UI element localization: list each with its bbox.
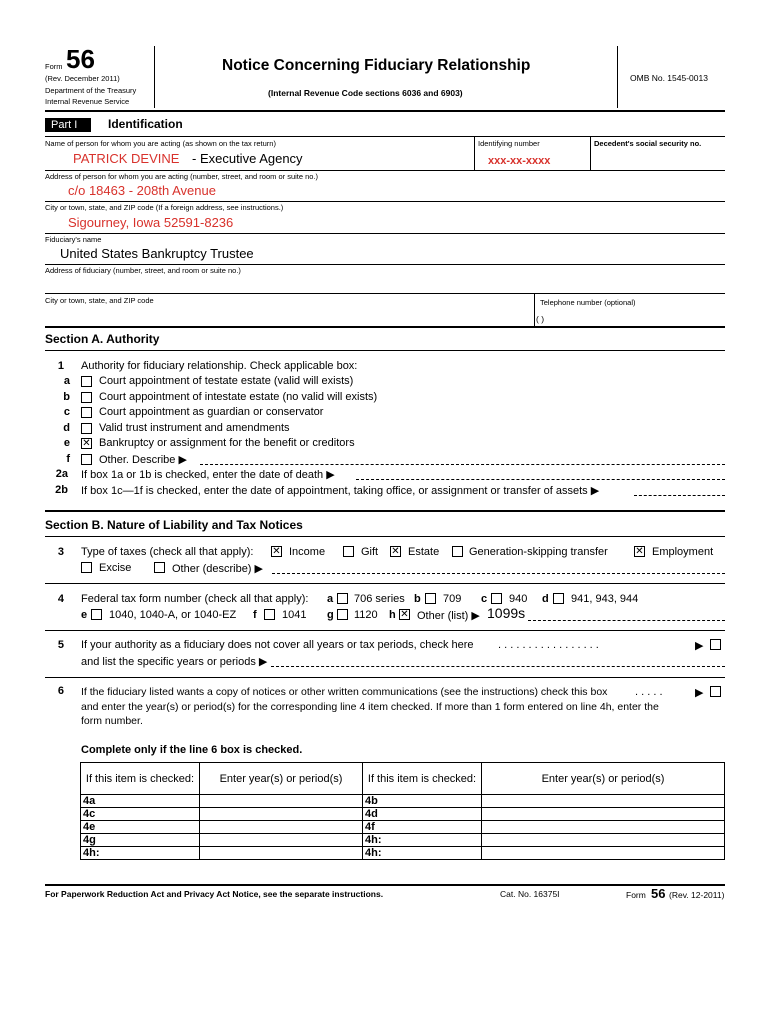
line-2a-number: 2a (55, 468, 68, 480)
table-item-code: 4a (81, 795, 200, 808)
gst-label: Generation-skipping transfer (469, 546, 608, 558)
form-g-letter: g (327, 609, 334, 621)
form-f-letter: f (253, 609, 257, 621)
footer-revision: (Rev. 12-2011) (669, 890, 725, 900)
line-2a-text: If box 1a or 1b is checked, enter the date of death ▶ (81, 469, 335, 481)
table-item-code: 4d (363, 808, 482, 821)
form-1120-label: 1120 (354, 609, 378, 621)
form-941-checkbox[interactable] (553, 593, 564, 604)
form-1041-checkbox[interactable] (264, 609, 275, 620)
form-940-label: 940 (509, 593, 528, 605)
table-header-period-2: Enter year(s) or period(s) (482, 763, 725, 795)
table-row (81, 808, 725, 821)
table-header-item-2: If this item is checked: (363, 763, 482, 795)
footer-cat-number: Cat. No. 16375I (500, 889, 560, 899)
table-item-code: 4e (81, 821, 200, 834)
line-3-text: Type of taxes (check all that apply): (81, 546, 254, 558)
form-706-checkbox[interactable] (337, 593, 348, 604)
gst-checkbox[interactable] (452, 546, 463, 557)
line-6-text-2: and enter the year(s) or period(s) for the corresponding line 4 item checked. If more than 1 form entered on line 4h, enter the (81, 701, 659, 713)
city-label: City or town, state, and ZIP code (If a foreign address, see instructions.) (45, 203, 284, 212)
line-5-checkbox[interactable] (710, 639, 721, 650)
table-item-code: 4g (81, 834, 200, 847)
income-checkbox[interactable] (271, 546, 282, 557)
line-1-text: Authority for fiduciary relationship. Check applicable box: (81, 360, 358, 372)
table-header-item: If this item is checked: (81, 763, 200, 795)
footer-notice: For Paperwork Reduction Act and Privacy Act Notice, see the separate instructions. (45, 889, 384, 899)
revision-date: (Rev. December 2011) (45, 74, 120, 83)
form-940-checkbox[interactable] (491, 593, 502, 604)
estate-checkbox[interactable] (390, 546, 401, 557)
table-header-period: Enter year(s) or period(s) (200, 763, 363, 795)
form-d-letter: d (542, 593, 549, 605)
address-label: Address of person for whom you are acting (number, street, and room or suite no.) (45, 172, 319, 181)
name-label: Name of person for whom you are acting (as shown on the tax return) (45, 139, 276, 148)
line-6-table (80, 762, 725, 860)
form-1041-label: 1041 (282, 609, 307, 621)
authority-option-e-label: Bankruptcy or assignment for the benefit or creditors (99, 437, 355, 449)
line-6-leader-dots: . . . . . (635, 686, 663, 698)
agency: Internal Revenue Service (45, 97, 130, 106)
table-period-cell[interactable] (200, 808, 363, 821)
line-6-number: 6 (57, 685, 64, 697)
table-row (81, 821, 725, 834)
form-706-label: 706 series (354, 593, 405, 605)
authority-option-letter: f (66, 453, 70, 465)
estate-label: Estate (408, 546, 440, 558)
form-c-letter: c (481, 593, 488, 605)
table-period-cell[interactable] (482, 847, 725, 860)
authority-option-f-checkbox[interactable] (81, 454, 92, 465)
phone-label: Telephone number (optional) (540, 298, 636, 307)
line-6-checkbox[interactable] (710, 686, 721, 697)
city-value[interactable]: Sigourney, Iowa 52591-8236 (68, 215, 234, 230)
line-5-leader-dots: . . . . . . . . . . . . . . . . . (498, 639, 599, 651)
table-row (81, 795, 725, 808)
line-5-text: If your authority as a fiduciary does not cover all years or tax periods, check here (81, 639, 474, 651)
authority-option-f-label: Other. Describe ▶ (99, 454, 187, 466)
table-item-code: 4h: (81, 847, 200, 860)
line-6-text-3: form number. (81, 715, 143, 727)
section-a-title: Section A. Authority (45, 332, 160, 346)
form-941-label: 941, 943, 944 (571, 593, 639, 605)
authority-option-c-checkbox[interactable] (81, 407, 92, 418)
table-period-cell[interactable] (200, 847, 363, 860)
form-subtitle: (Internal Revenue Code sections 6036 and 6903) (268, 88, 463, 98)
form-e-letter: e (81, 609, 88, 621)
table-item-code: 4b (363, 795, 482, 808)
authority-option-b-label: Court appointment of intestate estate (no valid will exists) (99, 391, 378, 403)
form-other-checkbox[interactable] (399, 609, 410, 620)
line-3-number: 3 (57, 546, 64, 558)
form-709-label: 709 (443, 593, 462, 605)
form-709-checkbox[interactable] (425, 593, 436, 604)
line-6-text: If the fiduciary listed wants a copy of notices or other written communications (see the instructions) check this box (81, 686, 608, 698)
footer-form-number: 56 (651, 886, 666, 901)
line-5-arrow: ▶ (695, 640, 704, 652)
authority-option-letter: b (63, 391, 70, 403)
authority-option-letter: a (63, 375, 70, 387)
table-period-cell[interactable] (482, 808, 725, 821)
authority-option-d-checkbox[interactable] (81, 423, 92, 434)
part-label: Part I (45, 118, 91, 132)
employment-checkbox[interactable] (634, 546, 645, 557)
other-tax-label: Other (describe) ▶ (172, 563, 263, 575)
fiduciary-name-label: Fiduciary's name (45, 235, 102, 244)
excise-checkbox[interactable] (81, 562, 92, 573)
fiduciary-name-value[interactable]: United States Bankruptcy Trustee (60, 246, 254, 261)
fiduciary-address-label: Address of fiduciary (number, street, and room or suite no.) (45, 266, 241, 275)
authority-option-a-label: Court appointment of testate estate (valid will exists) (99, 375, 354, 387)
form-h-letter: h (389, 609, 396, 621)
omb-number: OMB No. 1545-0013 (630, 73, 708, 83)
form-other-value[interactable]: 1099s (487, 605, 526, 621)
authority-option-a-checkbox[interactable] (81, 376, 92, 387)
form-title: Notice Concerning Fiduciary Relationship (222, 57, 531, 74)
line-6-arrow: ▶ (695, 687, 704, 699)
form-word: Form (45, 62, 63, 71)
gift-checkbox[interactable] (343, 546, 354, 557)
table-period-cell[interactable] (482, 821, 725, 834)
footer-form-word: Form (626, 890, 646, 900)
form-1040-label: 1040, 1040-A, or 1040-EZ (109, 609, 237, 621)
income-label: Income (289, 546, 326, 558)
authority-option-d-label: Valid trust instrument and amendments (99, 422, 290, 434)
name-value: PATRICK DEVINE (73, 151, 180, 166)
part-title: Identification (108, 117, 183, 131)
other-tax-checkbox[interactable] (154, 562, 165, 573)
authority-option-b-checkbox[interactable] (81, 392, 92, 403)
table-period-cell[interactable] (200, 821, 363, 834)
line-6-table-body (81, 795, 725, 860)
line-1-number: 1 (57, 360, 64, 372)
table-period-cell[interactable] (200, 795, 363, 808)
line-4-number: 4 (57, 593, 64, 605)
table-row (81, 847, 725, 860)
line-5-number: 5 (57, 639, 64, 651)
id-number-value[interactable]: xxx-xx-xxxx (488, 155, 551, 167)
authority-option-letter: d (63, 422, 70, 434)
line-4-text: Federal tax form number (check all that apply): (81, 593, 309, 605)
department: Department of the Treasury (45, 86, 137, 95)
table-item-code: 4h: (363, 847, 482, 860)
table-row (81, 834, 725, 847)
table-period-cell[interactable] (200, 834, 363, 847)
form-b-letter: b (414, 593, 421, 605)
table-item-code: 4h: (363, 834, 482, 847)
form-other-label: Other (list) ▶ (417, 610, 480, 622)
table-period-cell[interactable] (482, 795, 725, 808)
authority-option-c-label: Court appointment as guardian or conservator (99, 406, 324, 418)
form-1040-checkbox[interactable] (91, 609, 102, 620)
form-header (0, 0, 770, 112)
line-2b-number: 2b (55, 484, 68, 496)
gift-label: Gift (361, 546, 379, 558)
authority-option-letter: c (63, 406, 70, 418)
line-5-text-2: and list the specific years or periods ▶ (81, 656, 268, 668)
table-item-code: 4c (81, 808, 200, 821)
fiduciary-city-label: City or town, state, and ZIP code (45, 296, 154, 305)
ssn-label: Decedent's social security no. (594, 139, 702, 148)
id-number-label: Identifying number (478, 139, 540, 148)
line-2b-text: If box 1c—1f is checked, enter the date of appointment, taking office, or assignment or transfer of assets ▶ (81, 485, 600, 497)
address-value[interactable]: c/o 18463 - 208th Avenue (68, 183, 216, 198)
phone-value[interactable]: ( ) (536, 314, 545, 324)
table-item-code: 4f (363, 821, 482, 834)
form-number: 56 (66, 44, 95, 74)
table-period-cell[interactable] (482, 834, 725, 847)
complete-only-note: Complete only if the line 6 box is checked. (81, 744, 303, 756)
name-suffix: - Executive Agency (192, 151, 303, 166)
excise-label: Excise (99, 562, 132, 574)
name-field[interactable] (45, 150, 473, 168)
form-1120-checkbox[interactable] (337, 609, 348, 620)
authority-option-letter: e (63, 437, 70, 449)
form-a-letter: a (327, 593, 334, 605)
section-b-title: Section B. Nature of Liability and Tax Notices (45, 518, 303, 532)
employment-label: Employment (652, 546, 714, 558)
authority-option-e-checkbox[interactable] (81, 438, 92, 449)
